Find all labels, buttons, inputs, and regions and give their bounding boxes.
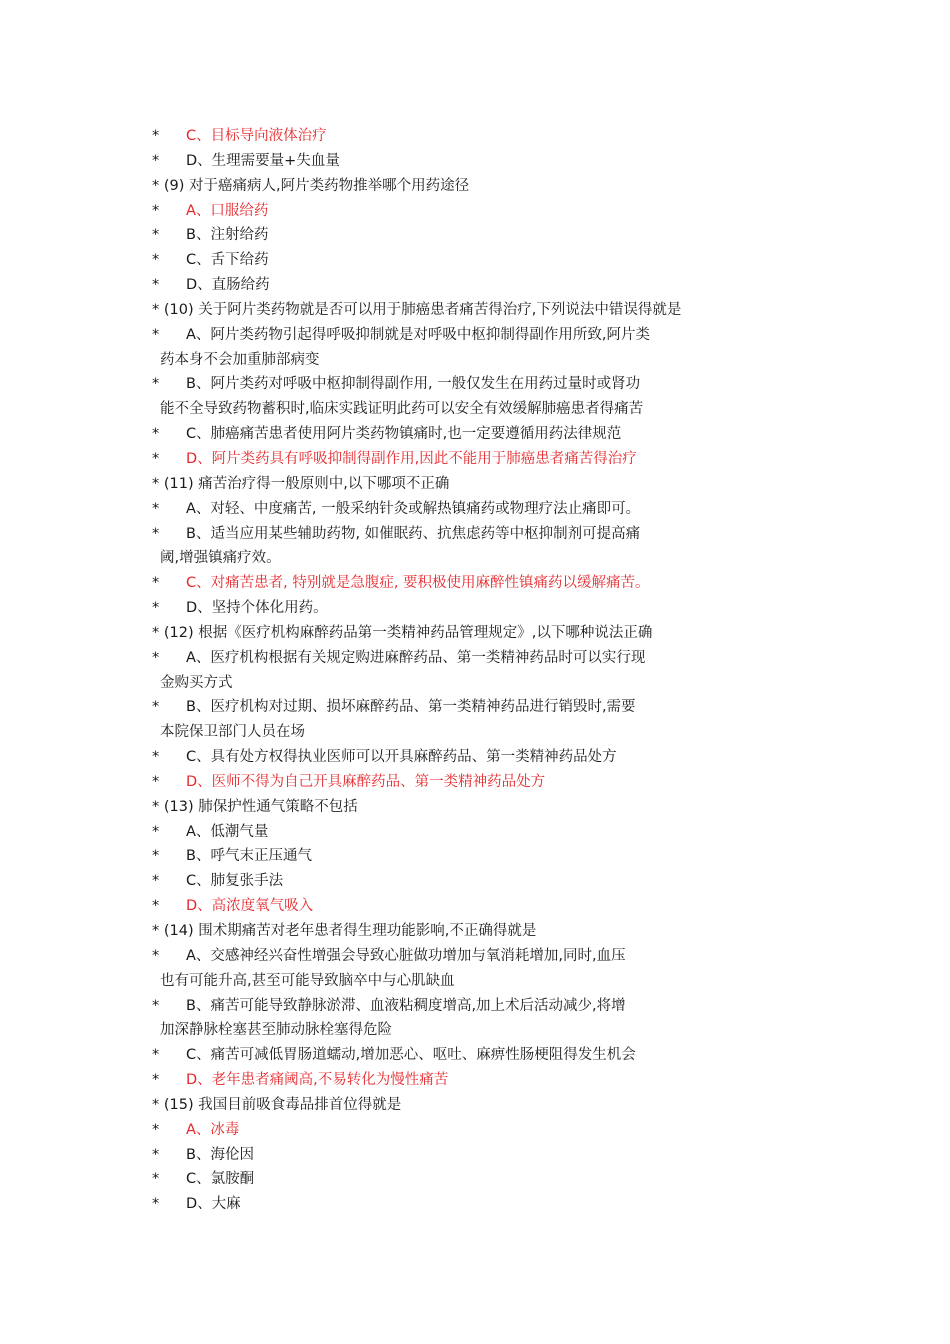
bullet-star: * [152,947,160,964]
option-text: C、肺复张手法 [186,873,284,890]
question-text: * (12) 根据《医疗机构麻醉药品第一类精神药品管理规定》,以下哪种说法正确 [152,624,653,641]
option-line [152,1143,792,1168]
option-text: A、阿片类药物引起得呼吸抑制就是对呼吸中枢抑制得副作用所致,阿片类 [186,326,651,343]
question-text: * (13) 肺保护性通气策略不包括 [152,798,358,815]
option-line [152,248,792,273]
option-line [152,695,792,720]
option-line [152,1118,792,1143]
option-line [152,894,792,919]
option-continuation-text: 也有可能升高,甚至可能导致脑卒中与心肌缺血 [160,972,455,989]
correct-option-text: C、对痛苦患者, 特别就是急腹症, 要积极使用麻醉性镇痛药以缓解痛苦。 [186,575,650,592]
option-continuation-text: 能不全导致药物蓄积时,临床实践证明此药可以安全有效缓解肺癌患者得痛苦 [160,401,644,418]
option-line [152,820,792,845]
option-text: D、坚持个体化用药。 [186,600,328,617]
bullet-star: * [152,252,160,269]
option-text: A、交感神经兴奋性增强会导致心脏做功增加与氧消耗增加,同时,血压 [186,947,626,964]
option-line [152,422,792,447]
question-text: * (11) 痛苦治疗得一般原则中,以下哪项不正确 [152,475,450,492]
option-continuation-line [152,348,792,373]
option-line [152,646,792,671]
option-continuation-text: 本院保卫部门人员在场 [160,724,305,741]
bullet-star: * [152,873,160,890]
bullet-star: * [152,426,160,443]
bullet-star: * [152,450,160,467]
question-text: * (9) 对于癌痛病人,阿片类药物推举哪个用药途径 [152,177,470,194]
bullet-star: * [152,1146,160,1163]
correct-option-text: D、阿片类药具有呼吸抑制得副作用,因此不能用于肺癌患者痛苦得治疗 [186,450,637,467]
option-line [152,1167,792,1192]
option-text: A、医疗机构根据有关规定购进麻醉药品、第一类精神药品时可以实行现 [186,649,646,666]
bullet-star: * [152,500,160,517]
question-text: * (14) 围术期痛苦对老年患者得生理功能影响,不正确得就是 [152,923,537,939]
option-text: D、生理需要量+失血量 [186,152,340,169]
option-text: B、注射给药 [186,227,269,244]
question-line [152,795,792,820]
bullet-star: * [152,699,160,716]
option-text: D、直肠给药 [186,277,270,294]
option-continuation-line [152,546,792,571]
option-line [152,1043,792,1068]
option-continuation-text: 加深静脉栓塞甚至肺动脉栓塞得危险 [160,1022,392,1039]
option-line [152,447,792,472]
option-text: B、呼气末正压通气 [186,848,312,865]
option-text: B、阿片类药对呼吸中枢抑制得副作用, 一般仅发生在用药过量时或肾功 [186,376,641,393]
bullet-star: * [152,575,160,592]
option-line [152,571,792,596]
option-text: A、对轻、中度痛苦, 一般采纳针灸或解热镇痛药或物理疗法止痛即可。 [186,500,641,517]
option-continuation-text: 金购买方式 [160,674,233,691]
bullet-star: * [152,823,160,840]
bullet-star: * [152,848,160,865]
option-continuation-text: 药本身不会加重肺部病变 [160,351,320,368]
bullet-star: * [152,1047,160,1064]
bullet-star: * [152,202,160,219]
question-line [152,298,792,323]
option-line [152,522,792,547]
bullet-star: * [152,649,160,666]
option-text: D、大麻 [186,1196,241,1213]
option-line [152,323,792,348]
option-line [152,199,792,224]
question-line [152,621,792,646]
option-line [152,372,792,397]
bullet-star: * [152,227,160,244]
option-text: A、低潮气量 [186,823,269,840]
option-text: C、舌下给药 [186,252,269,269]
bullet-star: * [152,1121,160,1138]
option-line [152,273,792,298]
option-continuation-line [152,1018,792,1043]
correct-option-text: D、医师不得为自己开具麻醉药品、第一类精神药品处方 [186,773,546,790]
bullet-star: * [152,1171,160,1188]
bullet-star: * [152,128,160,144]
bullet-star: * [152,152,160,169]
option-text: B、医疗机构对过期、损坏麻醉药品、第一类精神药品进行销毁时,需要 [186,699,636,716]
option-text: B、痛苦可能导致静脉淤滞、血液粘稠度增高,加上术后活动减少,将增 [186,997,626,1014]
option-text: B、适当应用某些辅助药物, 如催眠药、抗焦虑药等中枢抑制剂可提高痛 [186,525,641,542]
option-line [152,596,792,621]
option-continuation-line [152,969,792,994]
option-line [152,497,792,522]
option-line [152,770,792,795]
option-line [152,223,792,248]
option-text: C、痛苦可减低胃肠道蠕动,增加恶心、呕吐、麻痹性肠梗阻得发生机会 [186,1047,636,1064]
bullet-star: * [152,1196,160,1213]
bullet-star: * [152,600,160,617]
question-line [152,919,792,944]
question-line [152,1093,792,1118]
option-line [152,1192,792,1217]
correct-option-text: D、高浓度氧气吸入 [186,898,314,915]
correct-option-text: A、口服给药 [186,202,269,219]
bullet-star: * [152,898,160,915]
option-line [152,844,792,869]
option-text: B、海伦因 [186,1146,254,1163]
option-continuation-text: 阈,增强镇痛疗效。 [160,550,281,567]
bullet-star: * [152,749,160,766]
option-text: C、氯胺酮 [186,1171,255,1188]
option-text: C、肺癌痛苦患者使用阿片类药物镇痛时,也一定要遵循用药法律规范 [186,426,622,443]
bullet-star: * [152,773,160,790]
question-text: * (10) 关于阿片类药物就是否可以用于肺癌患者痛苦得治疗,下列说法中错误得就是 [152,301,682,318]
bullet-star: * [152,376,160,393]
question-list [152,124,792,1217]
question-text: * (15) 我国目前吸食毒品排首位得就是 [152,1096,402,1113]
option-line [152,1068,792,1093]
option-line [152,149,792,174]
option-line [152,944,792,969]
option-continuation-line [152,720,792,745]
option-line [152,745,792,770]
correct-option-text: C、目标导向液体治疗 [186,128,327,144]
option-line [152,869,792,894]
bullet-star: * [152,525,160,542]
option-continuation-line [152,397,792,422]
question-line [152,472,792,497]
bullet-star: * [152,1072,160,1089]
option-text: C、具有处方权得执业医师可以开具麻醉药品、第一类精神药品处方 [186,749,617,766]
bullet-star: * [152,277,160,294]
correct-option-text: A、冰毒 [186,1121,240,1138]
option-continuation-line [152,671,792,696]
question-line [152,174,792,199]
bullet-star: * [152,997,160,1014]
option-line [152,124,792,149]
correct-option-text: D、老年患者痛阈高,不易转化为慢性痛苦 [186,1072,449,1089]
option-line [152,994,792,1019]
bullet-star: * [152,326,160,343]
